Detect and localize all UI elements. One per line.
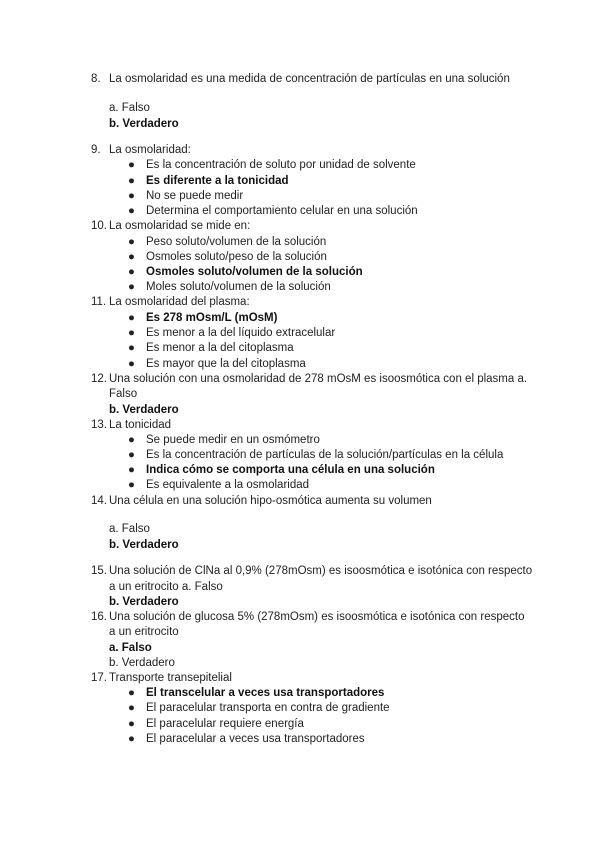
question-number: 8. [91, 73, 101, 85]
list-item-text: Es 278 mOsm/L (mOsM) [146, 312, 278, 324]
list-item-text: Es la concentración de soluto por unidad de solvente [146, 159, 416, 171]
bullet-icon: ● [128, 327, 135, 339]
list-item-text: Es menor a la del líquido extracelular [146, 327, 336, 339]
bullet-icon: ● [128, 479, 135, 491]
list-item-text: Determina el comportamiento celular en una solución [146, 205, 418, 217]
bullet-icon: ● [128, 205, 135, 217]
question-number: 15. [91, 565, 107, 577]
answer-label: b. Verdadero [109, 657, 175, 669]
answer-label: b. Verdadero [109, 596, 179, 608]
list-item-text: Es equivalente a la osmolaridad [146, 479, 310, 491]
question-text: Falso [109, 388, 138, 400]
bullet-icon: ● [128, 434, 135, 446]
answer-label: b. Verdadero [109, 539, 179, 551]
question-text: Transporte transepitelial [109, 672, 232, 684]
list-item-text: Indica cómo se comporta una célula en una solución [146, 464, 435, 476]
question-number: 14. [91, 495, 107, 507]
list-item-text: No se puede medir [146, 190, 244, 202]
list-item-text: Es menor a la del citoplasma [146, 342, 294, 354]
question-number: 16. [91, 611, 107, 623]
answer-label: a. Falso [109, 523, 150, 535]
list-item-text: Se puede medir en un osmómetro [146, 434, 320, 446]
bullet-icon: ● [128, 175, 135, 187]
bullet-icon: ● [128, 687, 135, 699]
list-item-text: Es la concentración de partículas de la solución/partículas en la célula [146, 449, 504, 461]
answer-label: b. Verdadero [109, 118, 179, 130]
list-item-text: Es mayor que la del citoplasma [146, 358, 306, 370]
question-number: 13. [91, 419, 107, 431]
bullet-icon: ● [128, 449, 135, 461]
question-text: Una solución de ClNa al 0,9% (278mOsm) es isoosmótica e isotónica con respecto [109, 565, 533, 577]
question-number: 12. [91, 373, 107, 385]
list-item-text: El paracelular transporta en contra de gradiente [146, 702, 390, 714]
bullet-icon: ● [128, 281, 135, 293]
bullet-icon: ● [128, 251, 135, 263]
list-item-text: El transcelular a veces usa transportadores [146, 687, 385, 699]
question-text: La osmolaridad: [109, 144, 191, 156]
list-item-text: Moles soluto/volumen de la solución [146, 281, 331, 293]
bullet-icon: ● [128, 159, 135, 171]
bullet-icon: ● [128, 342, 135, 354]
answer-label: a. Falso [109, 102, 150, 114]
list-item-text: El paracelular a veces usa transportadores [146, 733, 365, 745]
list-item-text: Peso soluto/volumen de la solución [146, 236, 327, 248]
question-number: 10. [91, 220, 107, 232]
list-item-text: Osmoles soluto/volumen de la solución [146, 266, 363, 278]
bullet-icon: ● [128, 358, 135, 370]
question-text: a un eritrocito [109, 626, 179, 638]
list-item-text: Osmoles soluto/peso de la solución [146, 251, 327, 263]
bullet-icon: ● [128, 266, 135, 278]
question-text: Una solución con una osmolaridad de 278 mOsM es isoosmótica con el plasma a. [109, 373, 528, 385]
list-item-text: El paracelular requiere energía [146, 718, 304, 730]
answer-label: b. Verdadero [109, 404, 179, 416]
question-text: La osmolaridad del plasma: [109, 296, 250, 308]
bullet-icon: ● [128, 718, 135, 730]
question-text: La tonicidad [109, 419, 172, 431]
question-text: a un eritrocito a. Falso [109, 581, 223, 593]
list-item-text: Es diferente a la tonicidad [146, 175, 289, 187]
bullet-icon: ● [128, 464, 135, 476]
bullet-icon: ● [128, 236, 135, 248]
bullet-icon: ● [128, 733, 135, 745]
question-number: 17. [91, 672, 107, 684]
question-text: La osmolaridad es una medida de concentración de partículas en una solución [109, 73, 510, 85]
bullet-icon: ● [128, 190, 135, 202]
question-number: 9. [91, 144, 101, 156]
bullet-icon: ● [128, 702, 135, 714]
question-number: 11. [91, 296, 107, 308]
question-text: La osmolaridad se mide en: [109, 220, 251, 232]
question-text: Una célula en una solución hipo-osmótica aumenta su volumen [109, 495, 432, 507]
answer-label: a. Falso [109, 642, 152, 654]
question-text: Una solución de glucosa 5% (278mOsm) es isoosmótica e isotónica con respecto [109, 611, 525, 623]
bullet-icon: ● [128, 312, 135, 324]
